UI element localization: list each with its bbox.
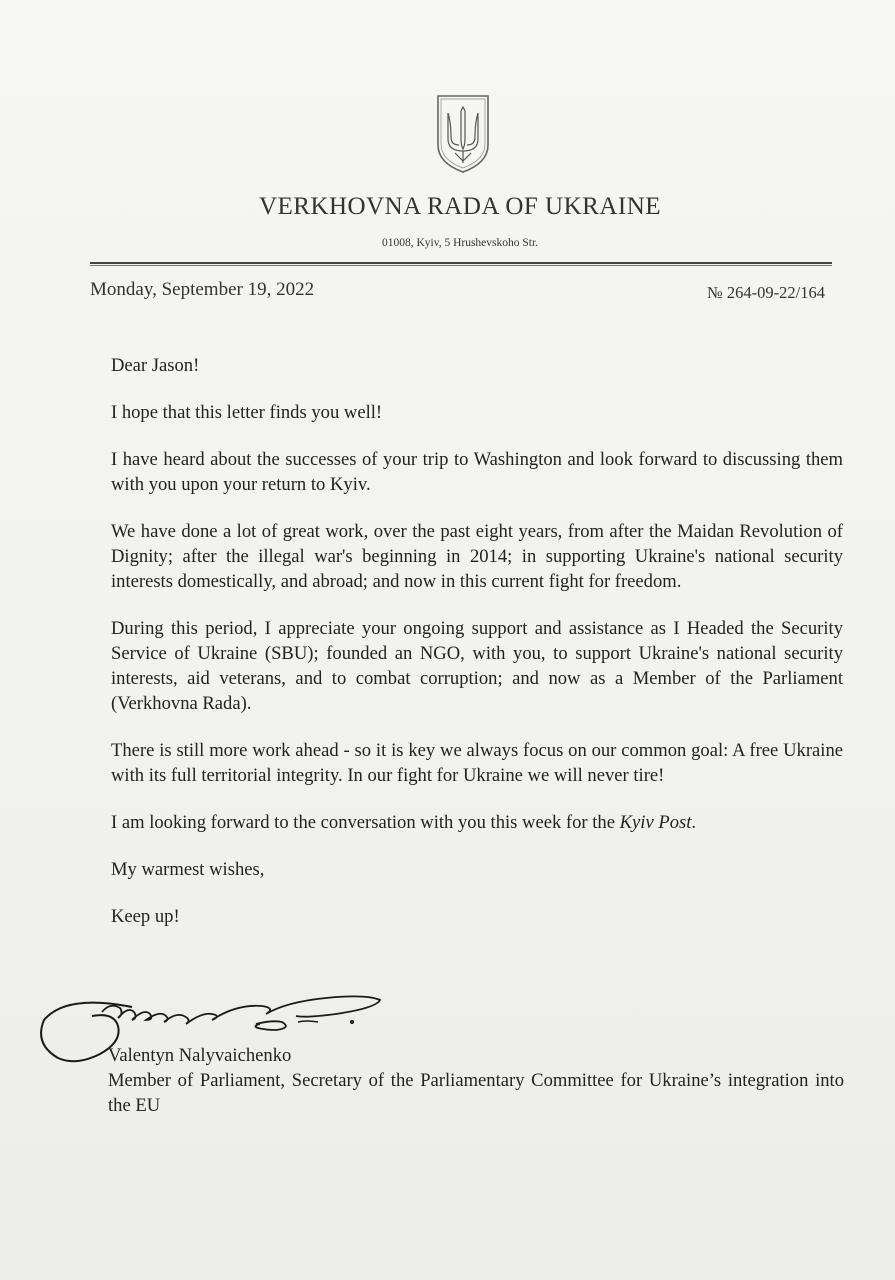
signer-name: Valentyn Nalyvaichenko bbox=[108, 1045, 292, 1066]
paragraph-4: During this period, I appreciate your ongoing support and assistance as I Headed the Security Service of Ukraine (SBU); founded an NGO, with you, to support Ukraine's national security interests, aid veterans, and to combat corruption; and now as a Member of the Parliament (Verkhovna Rada). bbox=[111, 618, 843, 714]
header-divider-thin bbox=[90, 265, 832, 266]
tryzub-coat-of-arms-icon bbox=[435, 93, 491, 175]
header-divider bbox=[90, 262, 832, 264]
signoff: Keep up! bbox=[111, 906, 180, 927]
signer-title: Member of Parliament, Secretary of the Parliamentary Committee for Ukraine’s integration into the EU bbox=[108, 1070, 844, 1116]
letter-body bbox=[111, 353, 843, 929]
salutation: Dear Jason! bbox=[111, 355, 200, 376]
organization-name: VERKHOVNA RADA OF UKRAINE bbox=[258, 193, 662, 220]
paragraph-6-text: I am looking forward to the conversation with you this week for the bbox=[111, 812, 620, 833]
paragraph-2: I have heard about the successes of your trip to Washington and look forward to discussing them with you upon your return to Kyiv. bbox=[111, 449, 843, 495]
closing: My warmest wishes, bbox=[111, 859, 265, 880]
publication-name: Kyiv Post bbox=[619, 812, 692, 833]
letter-date: Monday, September 19, 2022 bbox=[90, 279, 315, 300]
paragraph-5: There is still more work ahead - so it is key we always focus on our common goal: A free Ukraine with its full territorial integrity. In our fight for Ukraine we will never tire! bbox=[111, 740, 843, 786]
organization-address: 01008, Kyiv, 5 Hrushevskoho Str. bbox=[381, 237, 539, 249]
paragraph-6-end: . bbox=[691, 812, 697, 833]
paragraph-3: We have done a lot of great work, over the past eight years, from after the Maidan Revolution of Dignity; after the illegal war's beginning in 2014; in supporting Ukraine's national security interests domestically, and abroad; and now in this current fight for freedom. bbox=[111, 521, 843, 592]
paragraph-6 bbox=[111, 810, 843, 835]
reference-number: № 264-09-22/164 bbox=[707, 283, 825, 302]
paragraph-1: I hope that this letter finds you well! bbox=[111, 402, 383, 423]
